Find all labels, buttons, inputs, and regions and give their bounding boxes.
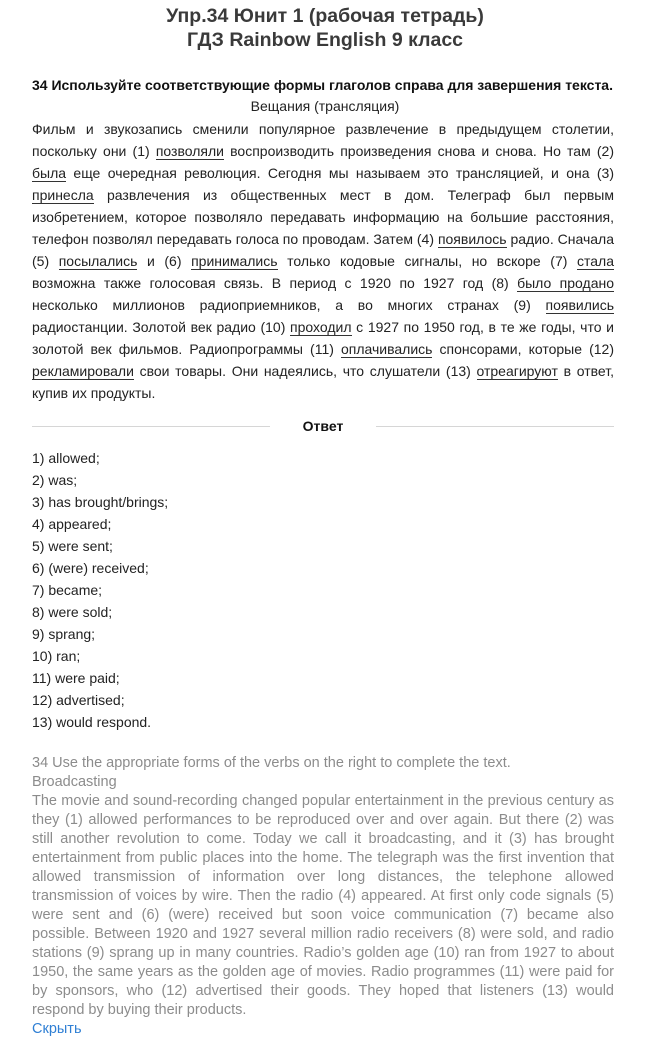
title-line-1: Упр.34 Юнит 1 (рабочая тетрадь): [166, 5, 484, 27]
ru-answer-word: оплачивались: [340, 341, 433, 357]
text-subtitle: Вещания (трансляция): [250, 98, 400, 114]
answer-item: 10) ran;: [32, 648, 81, 664]
ru-text-segment: спонсорами, которые (12): [432, 341, 614, 357]
ru-answer-word: принимались: [191, 253, 278, 269]
answer-divider: [32, 417, 614, 437]
answer-item: 13) would respond.: [32, 714, 152, 730]
task-heading: 34 Используйте соответствующие формы глаголов справа для завершения текста.: [32, 77, 613, 93]
english-text: The movie and sound-recording changed popular entertainment in the previous century as they (1) allowed performances to be reproduced over and over again. But there (2) was still another revolution to come. Today we call it broadcasting, and it (3) has brought entertainment from public places into the home. The telegraph was the first invention that allowed transmission of information over long distances, the telephone allowed transmission of voices by wire. Then the radio (4) appeared. At first only code signals (5) were sent and (6) (were) received but soon voice communication (7) became also possible. Between 1920 and 1927 several million radio receivers (8) were sold, and radio stations (9) sprang up in many countries. Radio’s golden age (10) ran from 1927 to about 1950, the same years as the golden age of movies. Radio programmes (11) were paid for by sponsors, who (12) advertised their goods. They hoped that listeners (13) would respond by buying their products.: [32, 793, 614, 1018]
answer-item: 3) has brought/brings;: [32, 494, 169, 510]
ru-text-segment: в ответ, купив их продукты.: [32, 363, 614, 401]
ru-text-segment: несколько миллионов радиоприемников, а во многих странах (9): [32, 297, 546, 313]
answer-item: 8) were sold;: [32, 604, 113, 620]
answer-item: 7) became;: [32, 582, 103, 598]
answer-item: 2) was;: [32, 472, 78, 488]
ru-answer-word: стала: [577, 253, 615, 269]
page-title: [0, 4, 650, 52]
ru-answer-word: позволяли: [155, 143, 224, 159]
ru-text-segment: воспроизводить произведения снова и снова. Но там (2): [223, 143, 614, 159]
hide-link[interactable]: Скрыть: [32, 1021, 82, 1037]
ru-text-segment: и (6): [137, 253, 192, 269]
ru-text-segment: возможна также голосовая связь. В период с 1920 по 1927 год (8): [32, 275, 518, 291]
ru-answer-word: была: [32, 165, 67, 181]
ru-answer-word: посылались: [58, 253, 138, 269]
answer-item: 5) were sent;: [32, 538, 113, 554]
answer-item: 4) appeared;: [32, 516, 112, 532]
ru-text-segment: радио. Сначала (5): [32, 231, 614, 269]
ru-text-segment: с 1927 по 1950 год, в те же годы, что и золотой век фильмов. Радиопрограммы (11): [32, 319, 614, 357]
answer-list: [32, 447, 168, 733]
ru-answer-word: было продано: [517, 275, 614, 291]
ru-text-segment: развлечения из общественных мест в дом. Телеграф был первым изобретением, которое позволяло передавать информацию на большие расстояния, телефон позволял передавать голоса по проводам. Затем (4): [32, 187, 614, 247]
ru-text-segment: свои товары. Они надеялись, что слушатели (13): [133, 363, 477, 379]
divider-line-right: [376, 426, 614, 427]
russian-text: [32, 118, 614, 404]
ru-text-segment: еще очередная революция. Сегодня мы называем это трансляцией, и она (3): [66, 165, 614, 181]
english-task-heading: 34 Use the appropriate forms of the verbs on the right to complete the text.: [32, 755, 511, 771]
answer-item: 12) advertised;: [32, 692, 125, 708]
ru-answer-word: появилось: [437, 231, 507, 247]
ru-text-segment: радиостанции. Золотой век радио (10): [32, 319, 291, 335]
ru-answer-word: принесла: [32, 187, 94, 203]
ru-answer-word: проходил: [290, 319, 352, 335]
answer-item: 11) were paid;: [32, 670, 120, 686]
answer-item: 6) (were) received;: [32, 560, 149, 576]
ru-answer-word: появились: [545, 297, 614, 313]
ru-text-segment: Фильм и звукозапись сменили популярное развлечение в предыдущем столетии, поскольку они (1): [32, 121, 614, 159]
title-line-2: ГДЗ Rainbow English 9 класс: [186, 29, 464, 51]
ru-answer-word: рекламировали: [32, 363, 134, 379]
ru-text-segment: только кодовые сигналы, но вскоре (7): [277, 253, 578, 269]
answer-label: Ответ: [302, 418, 344, 434]
english-subtitle: Broadcasting: [32, 774, 117, 790]
ru-answer-word: отреагируют: [476, 363, 558, 379]
answer-item: 1) allowed;: [32, 450, 100, 466]
answer-item: 9) sprang;: [32, 626, 96, 642]
